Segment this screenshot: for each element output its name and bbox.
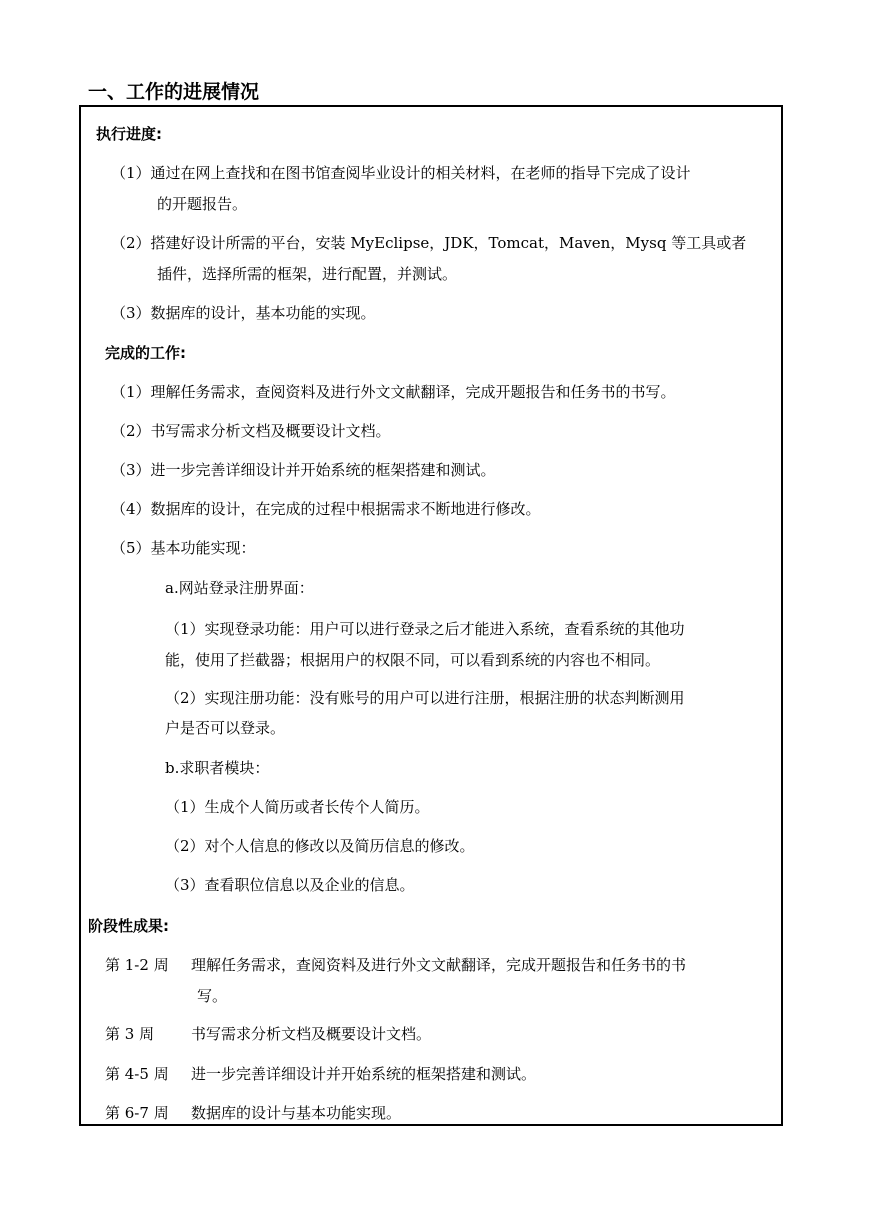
progress-item-2-line2: 插件，选择所需的框架，进行配置，并测试。 <box>157 265 458 283</box>
module-b-item-2: （2）对个人信息的修改以及简历信息的修改。 <box>165 837 475 855</box>
module-a-item-2-line2: 户是否可以登录。 <box>165 719 286 737</box>
module-a-item-1-line2: 能，使用了拦截器；根据用户的权限不同，可以看到系统的内容也不相同。 <box>165 651 661 669</box>
results-week-1: 第 1-2 周 <box>105 956 169 974</box>
results-row-1-line2: 写。 <box>197 987 228 1005</box>
completed-item-2: （2）书写需求分析文档及概要设计文档。 <box>111 422 391 440</box>
completed-item-1: （1）理解任务需求，查阅资料及进行外文文献翻译，完成开题报告和任务书的书写。 <box>111 383 676 401</box>
module-b-title: b.求职者模块： <box>165 759 270 777</box>
section-title: 一、工作的进展情况 <box>88 81 260 103</box>
results-row-4: 数据库的设计与基本功能实现。 <box>191 1104 402 1122</box>
module-b-item-3: （3）查看职位信息以及企业的信息。 <box>165 876 415 894</box>
module-a-item-1-line1: （1）实现登录功能：用户可以进行登录之后才能进入系统，查看系统的其他功 <box>165 620 685 638</box>
results-row-3: 进一步完善详细设计并开始系统的框架搭建和测试。 <box>191 1065 537 1083</box>
results-week-4: 第 6-7 周 <box>105 1104 169 1122</box>
module-a-title: a.网站登录注册界面： <box>165 579 314 597</box>
results-row-2: 书写需求分析文档及概要设计文档。 <box>191 1025 432 1043</box>
module-a-item-2-line1: （2）实现注册功能：没有账号的用户可以进行注册，根据注册的状态判断测用 <box>165 689 685 707</box>
module-b-item-1: （1）生成个人简历或者长传个人简历。 <box>165 798 430 816</box>
progress-item-1-line2: 的开题报告。 <box>157 195 248 213</box>
results-heading: 阶段性成果: <box>88 917 169 935</box>
completed-item-5: （5）基本功能实现： <box>111 539 256 557</box>
completed-heading: 完成的工作: <box>105 344 186 362</box>
progress-item-3: （3）数据库的设计，基本功能的实现。 <box>111 304 376 322</box>
results-week-3: 第 4-5 周 <box>105 1065 169 1083</box>
progress-item-2-line1: （2）搭建好设计所需的平台，安装 MyEclipse，JDK，Tomcat，Maven，Mysq 等工具或者 <box>111 234 747 252</box>
completed-item-3: （3）进一步完善详细设计并开始系统的框架搭建和测试。 <box>111 461 496 479</box>
results-week-2: 第 3 周 <box>105 1025 155 1043</box>
progress-heading: 执行进度: <box>96 125 162 143</box>
results-row-1-line1: 理解任务需求，查阅资料及进行外文文献翻译，完成开题报告和任务书的书 <box>191 956 687 974</box>
completed-item-4: （4）数据库的设计，在完成的过程中根据需求不断地进行修改。 <box>111 500 541 518</box>
progress-item-1-line1: （1）通过在网上查找和在图书馆查阅毕业设计的相关材料，在老师的指导下完成了设计 <box>111 164 691 182</box>
